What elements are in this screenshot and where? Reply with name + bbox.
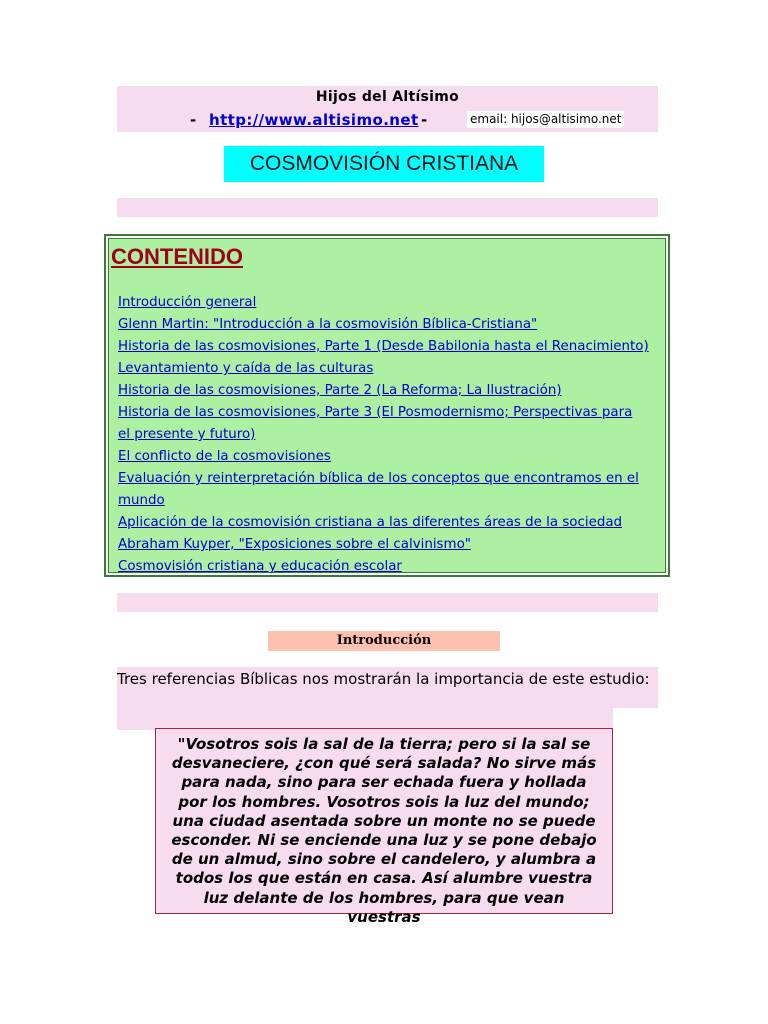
divider-band [117,198,658,217]
contents-list [118,292,666,578]
site-url-link[interactable]: http://www.altisimo.net [209,111,419,129]
divider-band [117,593,658,612]
contents-panel-inner [108,238,666,573]
list-item [118,446,666,468]
list-item [118,358,666,380]
bible-quote-box [155,728,613,926]
contents-heading: CONTENIDO [111,244,243,269]
list-item [118,336,666,358]
list-item [118,512,666,534]
intro-paragraph: Tres referencias Bíblicas nos mostrarán la importancia de este estudio: [117,670,650,688]
toc-link[interactable]: Historia de las cosmovisiones, Parte 2 (La Reforma; La Ilustración) [118,383,562,398]
quote-band [117,708,613,730]
list-item [118,468,666,512]
toc-link[interactable]: Abraham Kuyper, "Exposiciones sobre el calvinismo" [118,537,471,552]
section-heading-introduccion: Introducción [268,631,500,651]
page-title: COSMOVISIÓN CRISTIANA [224,146,544,182]
separator-dash: - [421,111,428,129]
toc-link[interactable]: Historia de las cosmovisiones, Parte 3 (El Posmodernismo; Perspectivas para el presente y futuro) [118,405,633,442]
toc-link[interactable]: Cosmovisión cristiana y educación escolar [118,559,402,574]
toc-link[interactable]: Aplicación de la cosmovisión cristiana a las diferentes áreas de la sociedad [118,515,623,530]
list-item [118,534,666,556]
toc-link[interactable]: Levantamiento y caída de las culturas [118,361,374,376]
list-item [118,556,666,578]
site-header [117,86,658,132]
toc-link[interactable]: Evaluación y reinterpretación bíblica de los conceptos que encontramos en el mundo [118,471,639,508]
toc-link[interactable]: Glenn Martin: "Introducción a la cosmovisión Bíblica-Cristiana" [118,317,538,332]
list-item [118,314,666,336]
toc-link[interactable]: Historia de las cosmovisiones, Parte 1 (Desde Babilonia hasta el Renacimiento) [118,339,649,354]
toc-link[interactable]: El conflicto de la cosmovisiones [118,449,331,464]
toc-link[interactable]: Introducción general [118,295,257,310]
contents-panel [104,234,670,577]
site-title: Hijos del Altísimo [315,89,460,105]
list-item [118,292,666,314]
bible-quote-text: "Vosotros sois la sal de la tierra; pero si la sal se desvaneciere, ¿con qué será salada? No sirve más para nada, sino para ser echada fuera y hollada por los hombres. Vosotros sois la luz del mundo; una ciudad asentada sobre un monte no se puede esconder. Ni se enciende una luz y se pone debajo de un almud, sino sobre el candelero, y alumbra a todos los que están en casa. Así alumbre vuestra luz delante de los hombres, para que vean vuestras [171,735,597,926]
list-item [118,380,666,402]
intro-paragraph-band [117,667,658,708]
email-label: email: hijos@altisimo.net [467,111,624,128]
separator-dash: - [190,111,197,129]
list-item [118,402,666,446]
site-link-line [117,110,658,130]
